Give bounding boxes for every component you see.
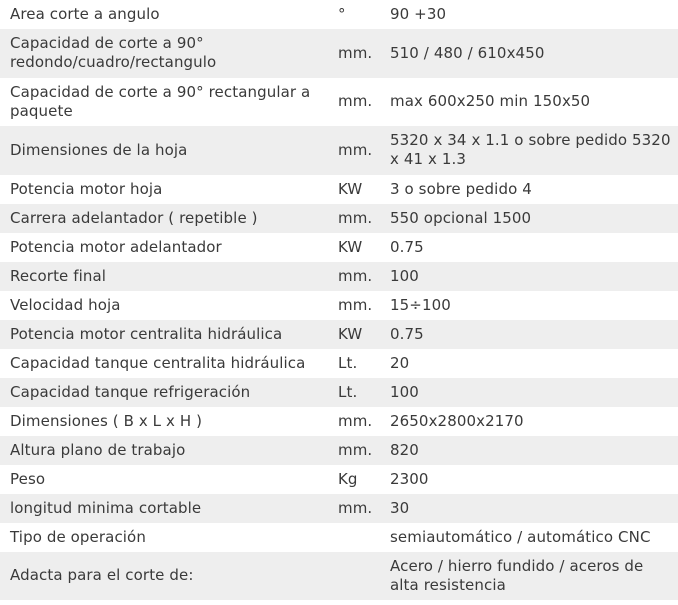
- spec-label: Adacta para el corte de:: [0, 552, 328, 601]
- table-row: [0, 349, 678, 378]
- spec-label: longitud minima cortable: [0, 494, 328, 523]
- spec-label: Capacidad tanque centralita hidráulica: [0, 349, 328, 378]
- spec-value: 550 opcional 1500: [380, 204, 678, 233]
- spec-label: Altura plano de trabajo: [0, 436, 328, 465]
- spec-label: Recorte final: [0, 262, 328, 291]
- table-row: [0, 29, 678, 78]
- spec-value: 100: [380, 262, 678, 291]
- spec-unit: °: [328, 0, 380, 29]
- table-row: [0, 78, 678, 127]
- spec-value: 0.75: [380, 233, 678, 262]
- table-row: [0, 523, 678, 552]
- table-row: [0, 552, 678, 601]
- spec-unit: mm.: [328, 126, 380, 175]
- spec-value: 5320 x 34 x 1.1 o sobre pedido 5320 x 41 x 1.3: [380, 126, 678, 175]
- spec-unit: KW: [328, 320, 380, 349]
- spec-value: Acero / hierro fundido / aceros de alta resistencia: [380, 552, 678, 601]
- table-row: [0, 494, 678, 523]
- table-row: [0, 291, 678, 320]
- spec-unit: Lt.: [328, 378, 380, 407]
- spec-unit: mm.: [328, 494, 380, 523]
- spec-unit: KW: [328, 175, 380, 204]
- spec-value: 0.75: [380, 320, 678, 349]
- table-row: [0, 262, 678, 291]
- spec-unit: mm.: [328, 262, 380, 291]
- table-row: [0, 436, 678, 465]
- spec-unit: [328, 552, 380, 601]
- spec-label: Dimensiones de la hoja: [0, 126, 328, 175]
- spec-value: 2300: [380, 465, 678, 494]
- spec-unit: KW: [328, 233, 380, 262]
- spec-unit: mm.: [328, 291, 380, 320]
- spec-unit: Lt.: [328, 349, 380, 378]
- spec-unit: mm.: [328, 407, 380, 436]
- table-row: [0, 465, 678, 494]
- spec-value: 3 o sobre pedido 4: [380, 175, 678, 204]
- spec-value: 820: [380, 436, 678, 465]
- table-row: [0, 0, 678, 29]
- spec-unit: [328, 523, 380, 552]
- spec-unit: mm.: [328, 204, 380, 233]
- spec-label: Tipo de operación: [0, 523, 328, 552]
- spec-label: Capacidad de corte a 90° rectangular a paquete: [0, 78, 328, 127]
- spec-unit: mm.: [328, 436, 380, 465]
- spec-unit: Kg: [328, 465, 380, 494]
- table-row: [0, 233, 678, 262]
- spec-value: 20: [380, 349, 678, 378]
- table-row: [0, 407, 678, 436]
- table-row: [0, 204, 678, 233]
- spec-label: Area corte a angulo: [0, 0, 328, 29]
- spec-label: Potencia motor adelantador: [0, 233, 328, 262]
- spec-label: Carrera adelantador ( repetible ): [0, 204, 328, 233]
- spec-value: semiautomático / automático CNC: [380, 523, 678, 552]
- spec-label: Velocidad hoja: [0, 291, 328, 320]
- spec-value: 90 +30: [380, 0, 678, 29]
- spec-unit: mm.: [328, 29, 380, 78]
- spec-label: Peso: [0, 465, 328, 494]
- spec-value: 30: [380, 494, 678, 523]
- spec-label: Dimensiones ( B x L x H ): [0, 407, 328, 436]
- spec-label: Potencia motor centralita hidráulica: [0, 320, 328, 349]
- spec-label: Potencia motor hoja: [0, 175, 328, 204]
- spec-value: 2650x2800x2170: [380, 407, 678, 436]
- spec-value: 100: [380, 378, 678, 407]
- table-row: [0, 378, 678, 407]
- table-row: [0, 126, 678, 175]
- spec-unit: mm.: [328, 78, 380, 127]
- spec-label: Capacidad de corte a 90° redondo/cuadro/rectangulo: [0, 29, 328, 78]
- table-row: [0, 320, 678, 349]
- spec-value: max 600x250 min 150x50: [380, 78, 678, 127]
- spec-label: Capacidad tanque refrigeración: [0, 378, 328, 407]
- table-row: [0, 175, 678, 204]
- spec-value: 510 / 480 / 610x450: [380, 29, 678, 78]
- spec-value: 15÷100: [380, 291, 678, 320]
